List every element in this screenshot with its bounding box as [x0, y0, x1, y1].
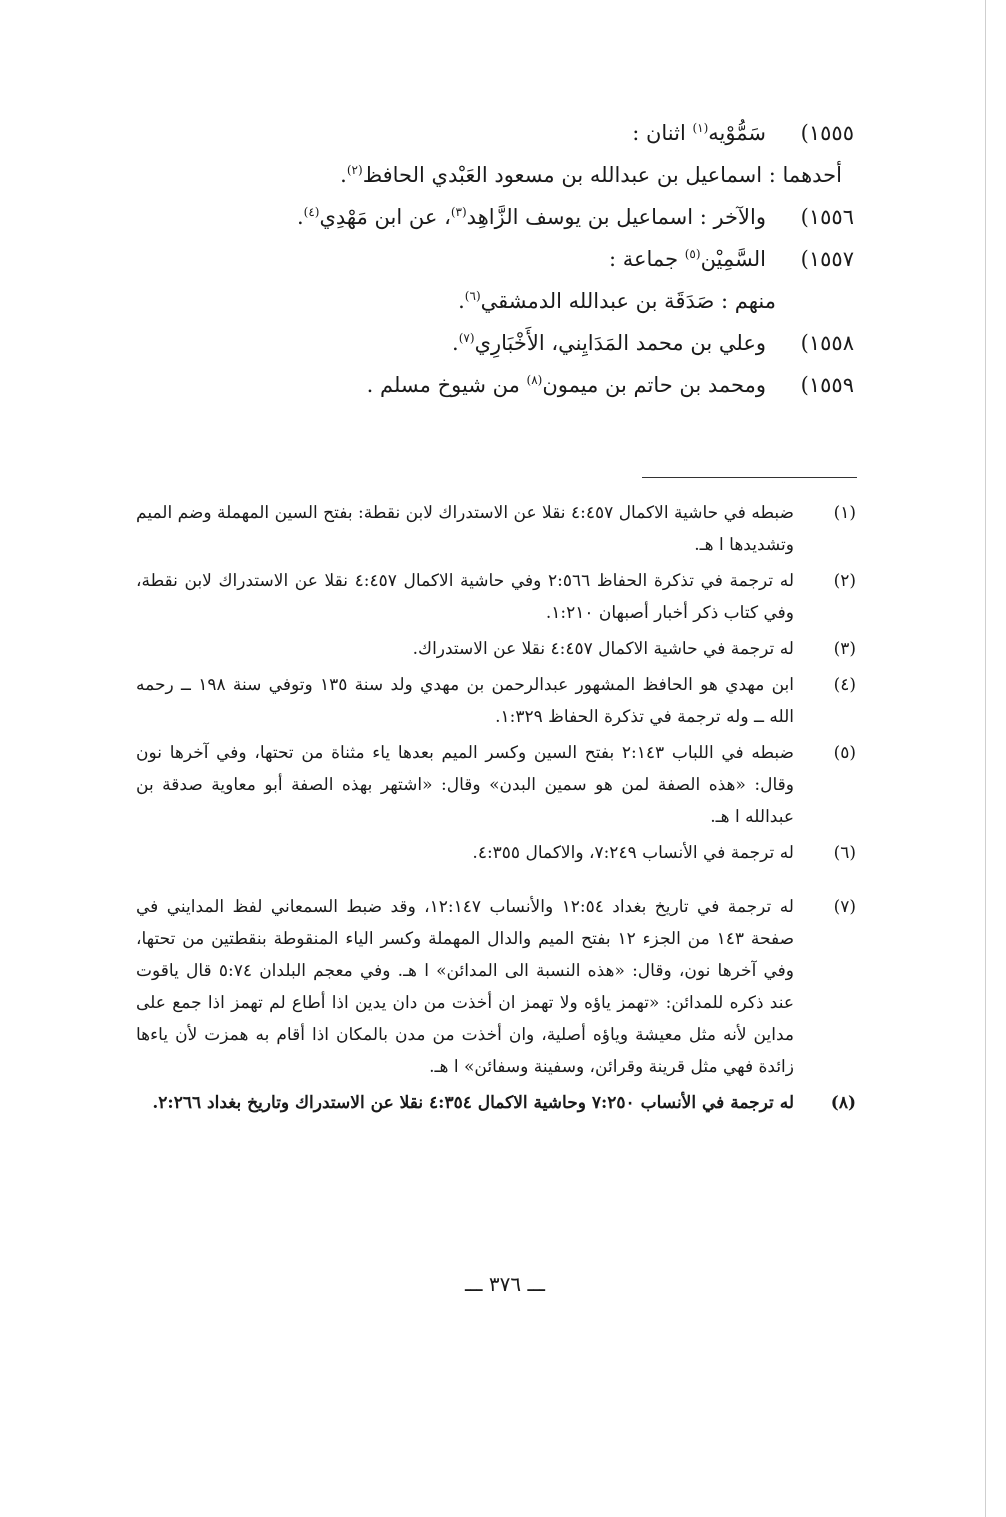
entry-1555 — [124, 112, 854, 154]
footnote-number: (٣) — [833, 639, 856, 659]
footnote-1 — [136, 497, 856, 561]
footnote-text: ضبطه في حاشية الاكمال ٤:٤٥٧ نقلا عن الاستدراك لابن نقطة: بفتح السين المهملة وضم الميم وتشديدها ا هـ. — [136, 503, 794, 555]
main-entries — [124, 112, 854, 406]
footnote-number: (٨) — [830, 1093, 856, 1113]
footnote-8 — [136, 1087, 856, 1119]
footnote-3 — [136, 633, 856, 665]
entry-number: ١٥٥٥) — [800, 121, 854, 145]
footnote-4 — [136, 669, 856, 733]
entry-number: ١٥٥٧) — [800, 247, 854, 271]
entry-1558 — [124, 322, 854, 364]
entry-text: السَّمِيْن$^{(٥)}$ جماعة : — [608, 247, 766, 271]
footnote-number: (٦) — [833, 843, 856, 863]
entry-1556 — [124, 196, 854, 238]
footnote-6 — [136, 837, 856, 869]
entry-1557 — [124, 238, 854, 280]
footnote-number: (٢) — [833, 571, 856, 591]
footnote-text: له ترجمة في تاريخ بغداد ١٢:٥٤ والأنساب ١٢:١٤٧، وقد ضبط السمعاني لفظ المدايني في صفحة ١٤٣ من الجزء ١٢ بفتح الميم والدال المهملة وكسر الياء المنقوطة بنقطتين من تحتها، وفي آخرها نون، وقال: «هذه النسبة الى المدائن» ا هـ. وفي معجم البلدان ٥:٧٤ قال ياقوت عند ذكره للمدائن: «تهمز ياؤه ولا تهمز ان أخذت من دان يدين اذا أطاع لم تهمز اذا جمع على مداين لأنه مثل معيشة وياؤه أصلية، وان أخذت من مدن بالمكان اذا أقام به همزت لأن ياءها زائدة فهي مثل قرينة وقرائن، وسفينة وسفائن» ا هـ. — [136, 897, 795, 1077]
entry-number: ١٥٥٨) — [800, 331, 854, 355]
entry-1555-first — [124, 154, 854, 196]
entry-text: أحدهما : اسماعيل بن عبدالله بن مسعود العَبْدي الحافظ$^{(٢)}$. — [340, 163, 842, 187]
footnote-5 — [136, 737, 856, 833]
entry-text: والآخر : اسماعيل بن يوسف الزَّاهِد$^{(٣)}$، عن ابن مَهْدِي$^{(٤)}$. — [296, 205, 766, 229]
footnote-number: (١) — [833, 503, 856, 523]
footnotes — [136, 497, 856, 1123]
footnote-2 — [136, 565, 856, 629]
page-number: ـــ ٣٧٦ ـــ — [464, 1272, 546, 1296]
footnote-text: له ترجمة في حاشية الاكمال ٤:٤٥٧ نقلا عن الاستدراك. — [412, 639, 794, 659]
footnote-7 — [136, 891, 856, 1083]
footnote-text: له ترجمة في تذكرة الحفاظ ٢:٥٦٦ وفي حاشية الاكمال ٤:٤٥٧ نقلا عن الاستدراك لابن نقطة، وفي كتاب ذكر أخبار أصبهان ١:٢١٠. — [136, 571, 794, 623]
footnote-separator — [642, 477, 857, 478]
entry-1559 — [124, 364, 854, 406]
footnote-number: (٤) — [833, 675, 856, 695]
footnote-text: له ترجمة في الأنساب ٧:٢٤٩، والاكمال ٤:٣٥٥. — [472, 843, 794, 863]
footnote-text: ضبطه في اللباب ٢:١٤٣ بفتح السين وكسر الميم بعدها ياء مثناة من تحتها، وفي آخرها نون وقال: «هذه الصفة لمن هو سمين البدن» وقال: «اشتهر بهذه الصفة أبو معاوية صدقة بن عبدالله ا هـ. — [136, 743, 794, 827]
entry-number: ١٥٥٩) — [800, 373, 854, 397]
footnote-text: له ترجمة في الأنساب ٧:٢٥٠ وحاشية الاكمال ٤:٣٥٤ نقلا عن الاستدراك وتاريخ بغداد ٢:٢٦٦. — [152, 1093, 794, 1113]
footnote-text: ابن مهدي هو الحافظ المشهور عبدالرحمن بن مهدي ولد سنة ١٣٥ وتوفي سنة ١٩٨ ــ رحمه الله ــ وله ترجمة في تذكرة الحفاظ ١:٣٢٩. — [136, 675, 795, 727]
entry-number: ١٥٥٦) — [800, 205, 854, 229]
entry-text: منهم : صَدَقَة بن عبدالله الدمشقي$^{(٦)}$. — [458, 289, 776, 313]
entry-text: ومحمد بن حاتم بن ميمون$^{(٨)}$ من شيوخ مسلم . — [366, 373, 766, 397]
footnote-number: (٧) — [833, 897, 856, 917]
entry-text: وعلي بن محمد المَدَايِني، الأَخْبَارِي$^{(٧)}$. — [452, 331, 766, 355]
entry-1557-member — [124, 280, 854, 322]
footnote-number: (٥) — [833, 743, 856, 763]
entry-text: سَمُّوْيه$^{(١)}$ اثنان : — [632, 121, 766, 145]
